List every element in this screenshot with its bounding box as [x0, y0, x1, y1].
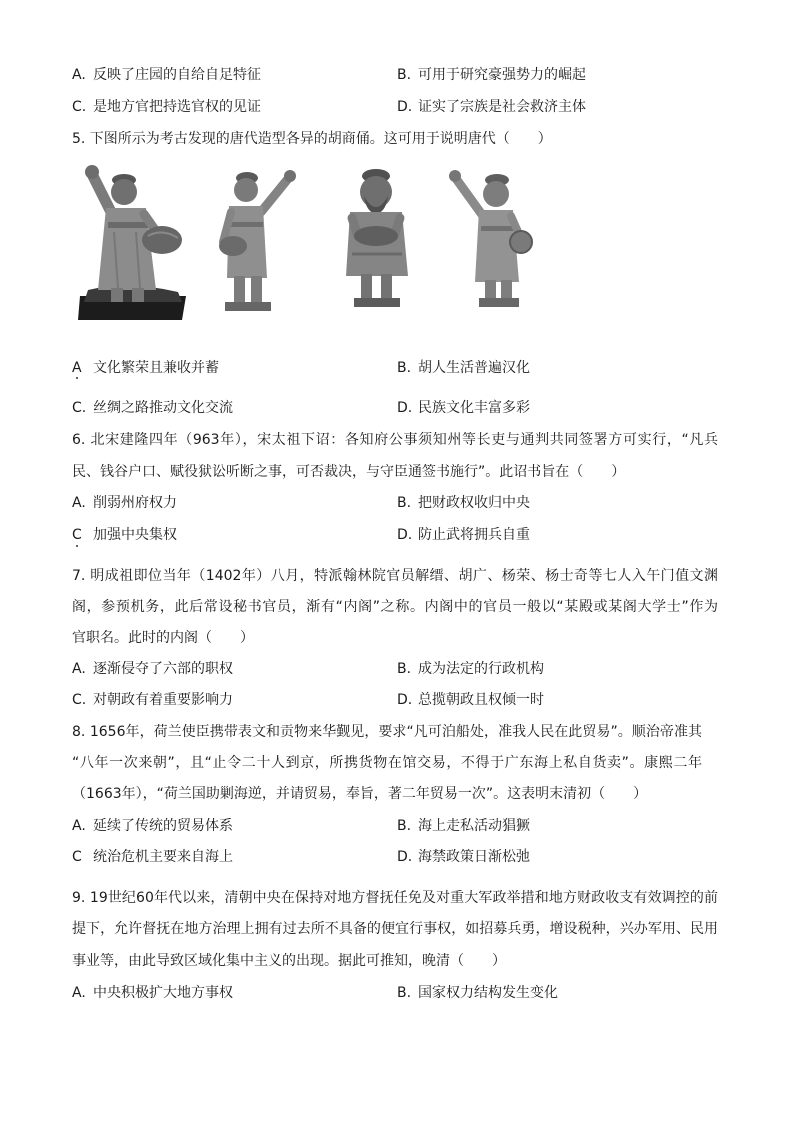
option-text: 文化繁荣且兼收并蓄: [93, 360, 219, 376]
option-label: B.: [397, 985, 412, 1001]
q5-option-d: [397, 398, 530, 418]
q8-option-a: [72, 816, 233, 836]
option-label: B.: [397, 661, 412, 677]
option-text: 反映了庄园的自给自足特征: [93, 67, 261, 83]
q4-option-a: [72, 65, 261, 85]
q9-stem-line-3: 事业等，由此导致区域化集中主义的出现。据此可推知，晚清（ ）: [72, 953, 506, 969]
option-text: 延续了传统的贸易体系: [93, 818, 233, 834]
q8-option-d: [397, 847, 530, 867]
option-label: D.: [397, 849, 413, 865]
option-text: 总揽朝政且权倾一时: [418, 692, 544, 708]
q8-stem-line-1: 8. 1656年，荷兰使臣携带表文和贡物来华觐见，要求“凡可泊船处，准我人民在此贸易”。顺治帝准其: [72, 724, 702, 740]
option-text: 防止武将拥兵自重: [418, 527, 530, 543]
option-text: 成为法定的行政机构: [418, 661, 544, 677]
q8-option-b: [397, 816, 530, 836]
q9-option-a: [72, 983, 233, 1003]
option-text: 海上走私活动猖獗: [418, 818, 530, 834]
option-text: 把财政权收归中央: [418, 495, 530, 511]
option-text: 国家权力结构发生变化: [418, 985, 558, 1001]
option-text: 削弱州府权力: [93, 495, 177, 511]
label-dot: [76, 545, 78, 547]
option-text: 民族文化丰富多彩: [418, 400, 530, 416]
q6-option-a: [72, 493, 177, 513]
q7-option-d: [397, 690, 544, 710]
q6-option-d: [397, 525, 530, 545]
q6-option-c: [72, 525, 177, 545]
option-label: A.: [72, 67, 86, 83]
option-text: 逐渐侵夺了六部的职权: [93, 661, 233, 677]
q4-option-d: [397, 97, 586, 117]
option-text: 证实了宗族是社会救济主体: [418, 99, 586, 115]
q8-option-c: [72, 847, 233, 867]
q6-stem-line-1: 6. 北宋建隆四年（963年），宋太祖下诏：各知府公事须知州等长吏与通判共同签署方可实行，“凡兵: [72, 432, 718, 448]
q5-option-b: [397, 358, 530, 378]
option-label: C.: [72, 99, 87, 115]
option-label: C.: [72, 400, 87, 416]
q9-stem-line-2: 提下，允许督抚在地方治理上拥有过去所不具备的便宜行事权，如招募兵勇，增设税种，兴办军用、民用: [72, 921, 718, 937]
q7-stem-line-3: 官职名。此时的内阁（ ）: [72, 630, 254, 646]
q8-stem-line-2: “八年一次来朝”，且“止令二十人到京，所携货物在馆交易，不得于广东海上私自货卖”。康熙二年: [72, 755, 702, 771]
option-text: 海禁政策日渐松弛: [418, 849, 530, 865]
option-label: A.: [72, 661, 86, 677]
figurine-image-3: [328, 166, 423, 308]
q7-option-a: [72, 659, 233, 679]
option-label: D.: [397, 99, 413, 115]
option-text: 可用于研究豪强势力的崛起: [418, 67, 586, 83]
q7-stem-line-1: 7. 明成祖即位当年（1402年）八月，特派翰林院官员解缙、胡广、杨荣、杨士奇等七人入午门值文渊: [72, 568, 718, 584]
option-label: B.: [397, 818, 412, 834]
q7-option-b: [397, 659, 544, 679]
q8-stem-line-3: （1663年），“荷兰国助剿海逆，并请贸易，奉旨，著二年贸易一次”。这表明末清初（ ）: [72, 786, 648, 802]
option-text: 加强中央集权: [93, 527, 177, 543]
q9-stem-line-1: 9. 19世纪60年代以来，清朝中央在保持对地方督抚任免及对重大军政举措和地方财政收支有效调控的前: [72, 890, 718, 906]
option-label: A.: [72, 495, 86, 511]
option-label: D.: [397, 692, 413, 708]
q5-stem: 5. 下图所示为考古发现的唐代造型各异的胡商俑。这可用于说明唐代（ ）: [72, 131, 552, 147]
q6-stem-line-2: 民、钱谷户口、赋役狱讼听断之事，可否裁决，与守臣通签书施行”。此诏书旨在（ ）: [72, 464, 626, 480]
q4-option-c: [72, 97, 261, 117]
option-label: A: [72, 360, 82, 376]
option-text: 对朝政有着重要影响力: [93, 692, 233, 708]
q4-option-b: [397, 65, 586, 85]
figurine-image-2: [203, 166, 303, 316]
q7-option-c: [72, 690, 233, 710]
q9-option-b: [397, 983, 558, 1003]
q6-option-b: [397, 493, 530, 513]
q7-stem-line-2: 阁，参预机务，此后常设秘书官员，渐有“内阁”之称。内阁中的官员一般以“某殿或某阁大学士”作为: [72, 599, 718, 615]
option-label: C.: [72, 692, 87, 708]
option-label: A.: [72, 985, 86, 1001]
option-label: D.: [397, 400, 413, 416]
option-label: D.: [397, 527, 413, 543]
option-label: B.: [397, 360, 412, 376]
option-label: A.: [72, 818, 86, 834]
q5-option-a: [72, 358, 219, 378]
option-label: B.: [397, 67, 412, 83]
option-text: 是地方官把持选官权的见证: [93, 99, 261, 115]
option-label: C: [72, 527, 82, 543]
option-label: C: [72, 849, 82, 865]
option-text: 胡人生活普遍汉化: [418, 360, 530, 376]
option-text: 中央积极扩大地方事权: [93, 985, 233, 1001]
option-label: B.: [397, 495, 412, 511]
q5-option-c: [72, 398, 233, 418]
figurine-image-4: [443, 162, 533, 308]
label-dot: [76, 377, 78, 379]
option-text: 丝绸之路推动文化交流: [93, 400, 233, 416]
option-text: 统治危机主要来自海上: [93, 849, 233, 865]
figurine-image-1: [78, 162, 188, 320]
